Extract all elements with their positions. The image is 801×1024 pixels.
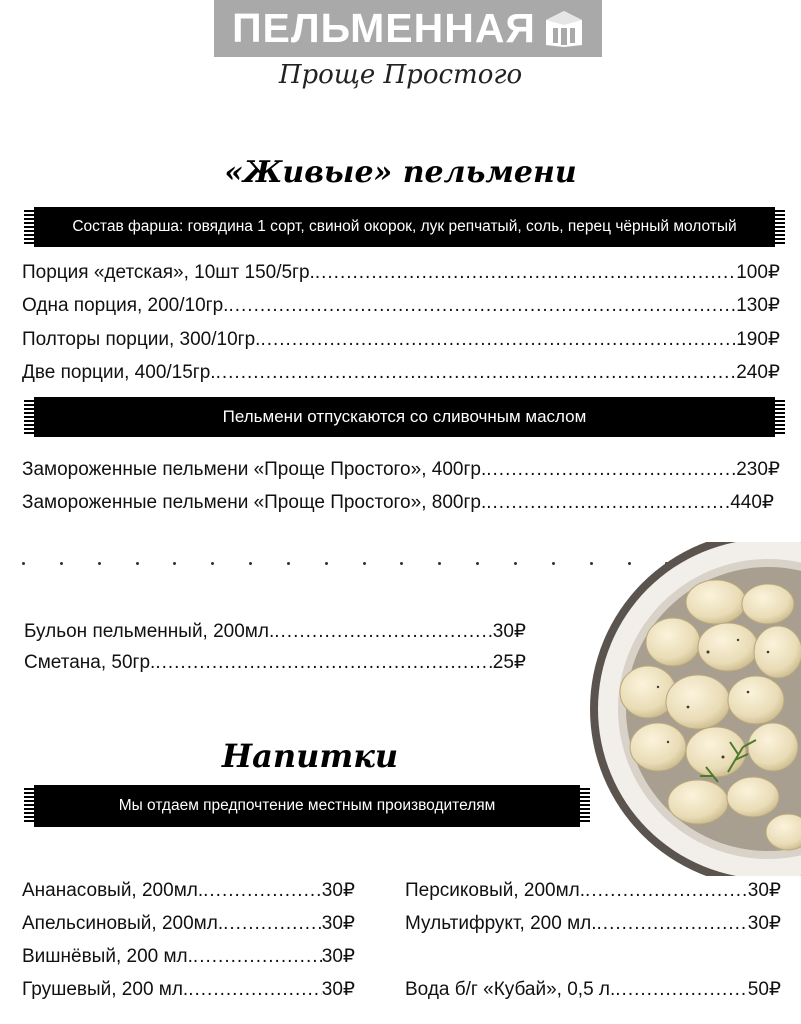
house-icon [544, 9, 584, 49]
menu-item: Вишнёвый, 200 мл. ..... 30₽ [22, 945, 355, 968]
section-title-drinks: Напитки [221, 737, 399, 775]
local-producers-banner: Мы отдаем предпочтение местным производителям [34, 785, 580, 827]
menu-item: Грушевый, 200 мл. ..... 30₽ [22, 978, 355, 1001]
ingredients-banner: Состав фарша: говядина 1 сорт, свиной окорок, лук репчатый, соль, перец чёрный молотый [34, 207, 775, 247]
menu-item: Порция «детская», 10шт 150/5гр. ..... 100₽ [22, 261, 780, 284]
menu-item: Замороженные пельмени «Проще Простого», 400гр. ..... 230₽ [22, 458, 780, 481]
menu-item: Бульон пельменный, 200мл. ..... 30₽ [24, 620, 526, 643]
menu-item: Две порции, 400/15гр. ..... 240₽ [22, 361, 780, 384]
menu-item: Замороженные пельмени «Проще Простого», 800гр. ..... 440₽ [22, 491, 774, 514]
menu-item: Сметана, 50гр. ..... 25₽ [24, 651, 526, 674]
menu-item: Полторы порции, 300/10гр. ..... 190₽ [22, 328, 780, 351]
menu-item: Одна порция, 200/10гр. ..... 130₽ [22, 294, 780, 317]
menu-item: Ананасовый, 200мл. ..... 30₽ [22, 879, 355, 902]
menu-item: Апельсиновый, 200мл. ..... 30₽ [22, 912, 355, 935]
menu-item: Персиковый, 200мл. ..... 30₽ [405, 879, 781, 902]
menu-item: Мультифрукт, 200 мл. ..... 30₽ [405, 912, 781, 935]
section-title-live: «Живые» пельмени [224, 155, 577, 190]
logo-text: ПЕЛЬМЕННАЯ [232, 5, 536, 51]
butter-banner: Пельмени отпускаются со сливочным маслом [34, 397, 775, 437]
logo [214, 0, 602, 57]
tagline: Проще Простого [278, 60, 523, 90]
menu-item: Вода б/г «Кубай», 0,5 л. ..... 50₽ [405, 978, 781, 1001]
dumplings-bowl-photo [588, 542, 801, 876]
